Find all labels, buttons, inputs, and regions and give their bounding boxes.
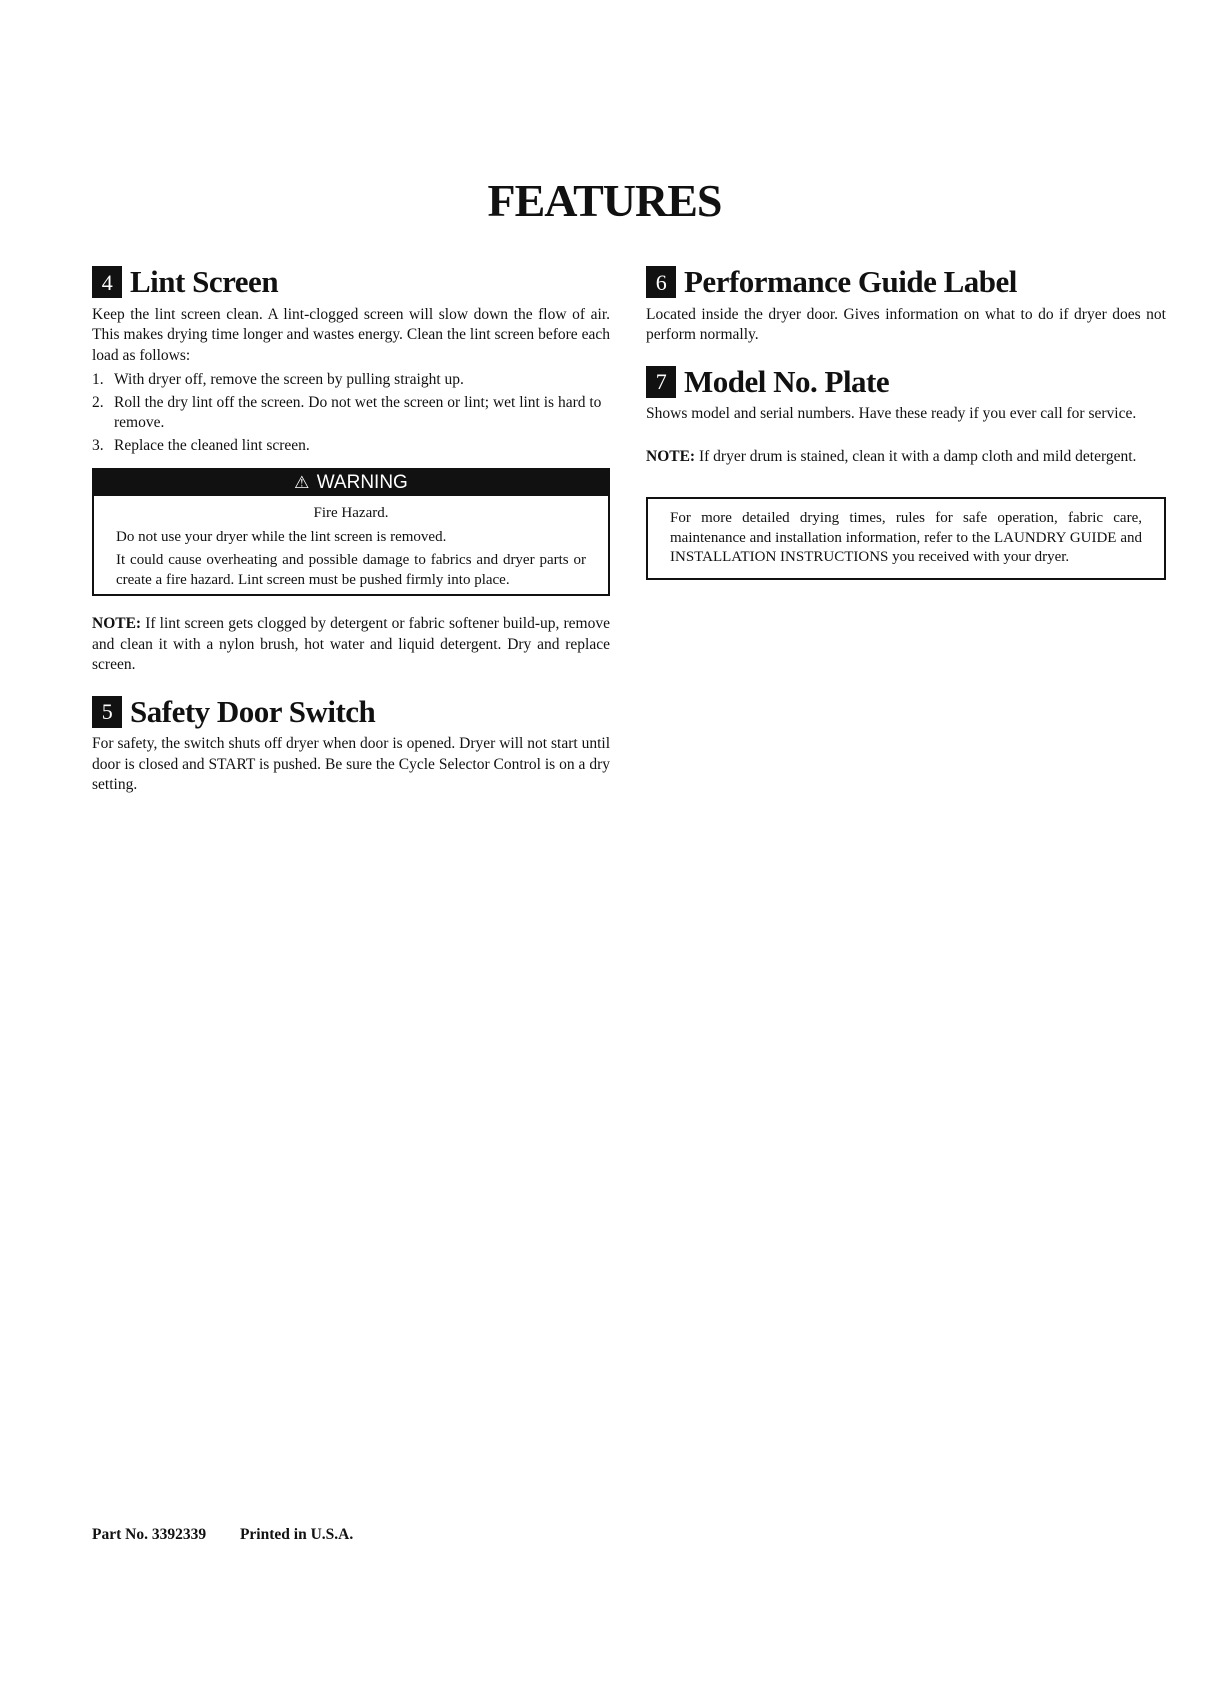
section-heading-text: Safety Door Switch: [130, 693, 376, 729]
note-text: If dryer drum is stained, clean it with a damp cloth and mild detergent.: [695, 447, 1137, 465]
info-text: For more detailed drying times, rules for safe operation, fabric care, maintenance and installation information, refer to the LAUNDRY GUIDE and INSTALLATION INSTRUCTIONS you received with your dryer.: [670, 510, 1142, 566]
safety-door-switch-heading: [92, 693, 610, 729]
section-number-badge: 4: [92, 266, 122, 298]
step-text: With dryer off, remove the screen by pulling straight up.: [114, 371, 464, 389]
page-title: FEATURES: [487, 175, 722, 226]
note-text: If lint screen gets clogged by detergent or fabric softener build-up, remove and clean it with a nylon brush, hot water and liquid detergent. Dry and replace screen.: [92, 615, 610, 674]
lint-screen-steps: [92, 370, 610, 456]
list-item: [92, 436, 610, 457]
model-plate-note: [646, 447, 1166, 468]
note-label: NOTE:: [92, 615, 142, 633]
warning-box: [92, 468, 610, 596]
section-number-badge: 6: [646, 266, 676, 298]
list-item: [92, 393, 610, 434]
footer: [92, 1526, 383, 1544]
lint-screen-intro: Keep the lint screen clean. A lint-clogged screen will slow down the flow of air. This makes drying time longer and wastes energy. Clean the lint screen before each load as follows:: [92, 305, 610, 364]
note-label: NOTE:: [646, 447, 696, 465]
right-column: [646, 266, 1166, 580]
list-item: [92, 370, 610, 391]
warning-hazard: Fire Hazard.: [313, 505, 389, 522]
section-number-badge: 7: [646, 366, 676, 398]
warning-line-1: Do not use your dryer while the lint screen is removed.: [116, 528, 447, 545]
model-no-plate-heading: [646, 363, 1166, 399]
performance-guide-label-text: Located inside the dryer door. Gives information on what to do if dryer does not perform normally.: [646, 305, 1166, 344]
lint-screen-note: [92, 614, 610, 676]
printed-in: Printed in U.S.A.: [239, 1526, 354, 1543]
warning-label: WARNING: [316, 472, 408, 494]
step-text: Replace the cleaned lint screen.: [114, 436, 310, 454]
section-number-badge: 5: [92, 696, 122, 728]
step-text: Roll the dry lint off the screen. Do not wet the screen or lint; wet lint is hard to remove.: [114, 393, 602, 432]
left-column: [92, 266, 610, 796]
section-heading-text: Model No. Plate: [684, 363, 890, 399]
model-no-plate-text: Shows model and serial numbers. Have these ready if you ever call for service.: [646, 405, 1137, 423]
warning-triangle-icon: ⚠: [294, 473, 310, 493]
part-number: Part No. 3392339: [92, 1526, 207, 1543]
section-heading-text: Performance Guide Label: [684, 264, 1017, 299]
step-number: 1.: [92, 371, 104, 389]
section-heading-text: Lint Screen: [130, 264, 279, 299]
lint-screen-heading: [92, 266, 610, 299]
performance-guide-label-heading: [646, 266, 1166, 299]
info-box: [646, 497, 1166, 580]
step-number: 3.: [92, 436, 104, 454]
step-number: 2.: [92, 393, 104, 411]
warning-line-2: It could cause overheating and possible damage to fabrics and dryer parts or create a fire hazard. Lint screen must be pushed firmly into place.: [116, 552, 586, 588]
safety-door-switch-text: For safety, the switch shuts off dryer when door is opened. Dryer will not start until door is closed and START is pushed. Be sure the Cycle Selector Control is on a dry setting.: [92, 735, 610, 794]
warning-body: [94, 496, 608, 594]
warning-banner: [94, 470, 608, 496]
